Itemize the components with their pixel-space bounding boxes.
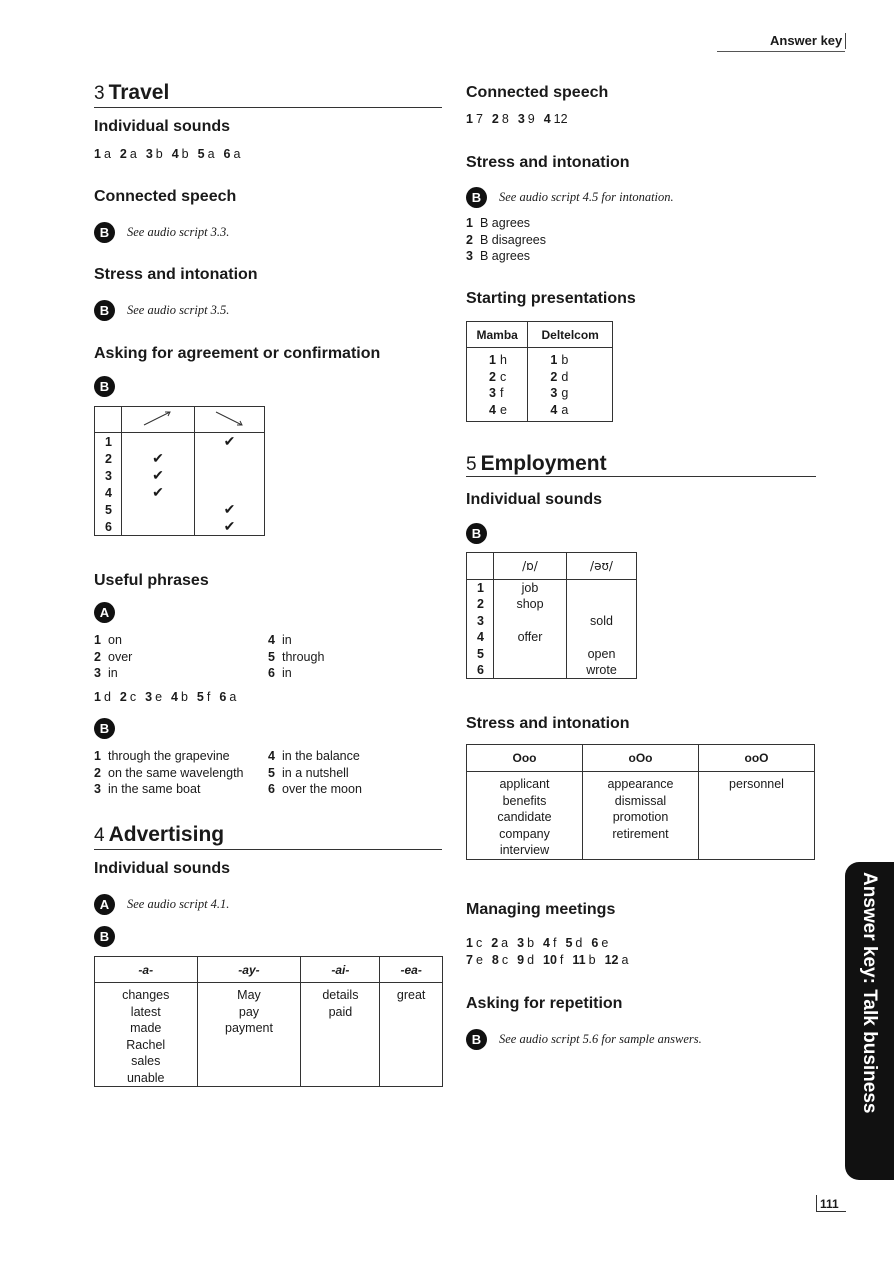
answer-item: 3 b	[145, 147, 163, 161]
exercise-b-badge: B	[466, 523, 487, 544]
stress-pattern-header: ooO	[699, 745, 815, 772]
table-row	[95, 450, 265, 467]
falling-tick-cell	[195, 484, 265, 501]
list-item: 5 through	[268, 649, 325, 664]
row-number: 2	[467, 596, 494, 613]
table-row	[467, 613, 637, 630]
answer-item: 6 a	[223, 147, 241, 161]
answer-item: 4 12	[543, 112, 568, 126]
word-item: details	[322, 988, 359, 1002]
word-item: May	[237, 988, 261, 1002]
falling-arrow-icon	[210, 408, 250, 428]
unit3-rule	[94, 107, 442, 108]
word-item: sales	[131, 1054, 161, 1068]
answer-item: 6 a	[219, 690, 237, 704]
unit3-title: 3 Travel	[94, 81, 170, 104]
table-row	[95, 467, 265, 484]
u5-repetition-note: See audio script 5.6 for sample answers.	[499, 1032, 702, 1046]
column-header: -a-	[95, 957, 198, 983]
answer-item: 8 c	[491, 953, 509, 967]
row-number: 2	[95, 450, 122, 467]
u3-phrases-match-answers	[94, 690, 236, 704]
column-header: -ai-	[301, 957, 380, 983]
rising-tick-cell: ✔	[122, 450, 195, 467]
word-item: unable	[126, 1070, 165, 1085]
word-item: retirement	[612, 826, 669, 841]
exercise-b-badge: B	[466, 1029, 487, 1050]
word-cell: open	[567, 646, 637, 663]
rising-arrow-icon	[138, 408, 178, 428]
word-cell	[494, 613, 567, 630]
word-cell	[494, 646, 567, 663]
answer-item: 2 d	[550, 369, 569, 384]
stress-pattern-header: Ooo	[467, 745, 583, 772]
u5-meetings-heading: Managing meetings	[466, 901, 616, 918]
table-row	[467, 662, 637, 679]
phoneme-header: /ɒ/	[494, 553, 567, 580]
row-number: 3	[95, 467, 122, 484]
word-item: benefits	[502, 793, 547, 808]
answer-item: 5 d	[565, 936, 583, 950]
u3-individual-sounds-answers	[94, 147, 240, 161]
list-item: 1 B agrees	[466, 216, 531, 230]
u3-phrases-list-a-left	[94, 632, 132, 682]
answer-column	[467, 348, 528, 422]
presentations-table	[466, 321, 613, 422]
table-row	[95, 501, 265, 518]
u5-meetings-answers-line1	[466, 936, 608, 950]
falling-tick-cell	[195, 467, 265, 484]
table-row	[467, 596, 637, 613]
u3-connected-speech-heading: Connected speech	[94, 188, 237, 205]
answer-item: 2 c	[489, 369, 507, 384]
answer-item: 6 e	[591, 936, 609, 950]
answer-item: 2 c	[119, 690, 137, 704]
u3-stress-note: See audio script 3.5.	[127, 303, 230, 317]
running-header: Answer key	[770, 33, 843, 48]
row-number: 6	[95, 518, 122, 536]
answer-column	[528, 348, 613, 422]
answer-item: 3 9	[517, 112, 535, 126]
rising-intonation-header	[122, 407, 195, 433]
exercise-b-badge: B	[94, 718, 115, 739]
blank-header-cell	[467, 553, 494, 580]
unit4-rule	[94, 849, 442, 850]
answer-item: 4 e	[489, 402, 507, 417]
exercise-b-badge: B	[466, 187, 487, 208]
word-item: promotion	[612, 810, 669, 824]
answer-item: 2 a	[119, 147, 137, 161]
u3-individual-sounds-heading: Individual sounds	[94, 118, 231, 135]
answer-item: 4 b	[171, 147, 189, 161]
falling-tick-cell: ✔	[195, 433, 265, 451]
rising-tick-cell: ✔	[122, 484, 195, 501]
list-item: 3 B agrees	[466, 249, 531, 263]
falling-intonation-header	[195, 407, 265, 433]
answer-item: 1 h	[489, 353, 507, 367]
word-column	[197, 983, 301, 1087]
answer-item: 12 a	[604, 953, 629, 967]
list-item: 3 in the same boat	[94, 782, 201, 796]
answer-item: 3 g	[550, 386, 569, 400]
word-column	[95, 983, 198, 1087]
answer-item: 1 7	[466, 112, 483, 126]
word-item: changes	[122, 988, 170, 1002]
word-cell	[567, 596, 637, 613]
falling-tick-cell: ✔	[195, 501, 265, 518]
u4-individual-sounds-note: See audio script 4.1.	[127, 897, 230, 911]
vowel-sounds-table	[466, 552, 637, 679]
word-column	[467, 772, 583, 860]
u3-connected-speech-note: See audio script 3.3.	[127, 225, 230, 239]
word-cell	[494, 662, 567, 679]
rising-tick-cell	[122, 518, 195, 536]
u4-connected-speech-answers	[466, 112, 568, 126]
answer-item: 3 b	[517, 936, 535, 950]
word-item: Rachel	[126, 1037, 166, 1052]
row-number: 5	[467, 646, 494, 663]
word-column	[380, 983, 443, 1087]
answer-item: 1 c	[466, 936, 483, 950]
list-item: 4 in	[268, 633, 292, 647]
word-item: made	[130, 1021, 162, 1035]
unit4-title: 4 Advertising	[94, 823, 225, 846]
page-number: 111	[820, 1197, 839, 1211]
word-item: great	[396, 988, 426, 1002]
word-column	[699, 772, 815, 860]
word-item: applicant	[499, 777, 550, 791]
answer-item: 11 b	[572, 953, 596, 967]
stress-pattern-header: oOo	[583, 745, 699, 772]
exercise-a-badge: A	[94, 602, 115, 623]
u5-individual-sounds-heading: Individual sounds	[466, 491, 603, 508]
u5-repetition-heading: Asking for repetition	[466, 995, 623, 1012]
row-number: 5	[95, 501, 122, 518]
u3-phrases-list-a-right	[268, 632, 324, 682]
answer-item: 5 f	[196, 690, 211, 704]
list-item: 1 on	[94, 633, 122, 647]
word-stress-table	[466, 744, 815, 860]
list-item: 2 over	[94, 649, 133, 664]
list-item: 4 in the balance	[268, 749, 360, 763]
header-rule	[717, 51, 845, 52]
u4-individual-sounds-heading: Individual sounds	[94, 860, 231, 877]
answer-item: 7 e	[466, 953, 483, 967]
exercise-b-badge: B	[94, 926, 115, 947]
word-item: interview	[499, 843, 550, 857]
answer-item: 1 a	[94, 147, 111, 161]
header-bar	[845, 33, 846, 49]
answer-item: 4 b	[171, 690, 188, 704]
exercise-b-badge: B	[94, 222, 115, 243]
word-item: paid	[328, 1004, 353, 1019]
row-number: 3	[467, 613, 494, 630]
answer-item: 1 d	[94, 690, 111, 704]
list-item: 5 in a nutshell	[268, 765, 349, 780]
word-item: payment	[225, 1021, 273, 1035]
page-number-rule	[816, 1211, 846, 1212]
rising-tick-cell	[122, 501, 195, 518]
table-row	[467, 646, 637, 663]
answer-item: 10 f	[543, 953, 564, 967]
u5-stress-heading: Stress and intonation	[466, 715, 630, 732]
row-number: 4	[95, 484, 122, 501]
word-column	[301, 983, 380, 1087]
falling-tick-cell: ✔	[195, 518, 265, 536]
list-item: 3 in	[94, 666, 118, 680]
exercise-b-badge: B	[94, 300, 115, 321]
word-column	[583, 772, 699, 860]
table-row	[95, 433, 265, 451]
table-row	[95, 518, 265, 536]
unit5-rule	[466, 476, 816, 477]
list-item: 2 B disagrees	[466, 232, 547, 247]
u4-stress-list	[466, 215, 546, 265]
blank-header-cell	[95, 407, 122, 433]
word-cell: offer	[494, 629, 567, 646]
word-item: company	[499, 826, 550, 841]
falling-tick-cell	[195, 450, 265, 467]
row-number: 1	[467, 580, 494, 597]
side-tab-label: Answer key: Talk business	[859, 872, 880, 1114]
answer-item: 3 f	[489, 386, 504, 400]
answer-item: 2 a	[491, 936, 509, 950]
u3-phrases-list-b-right	[268, 748, 362, 798]
word-item: latest	[130, 1004, 161, 1019]
table-row	[467, 629, 637, 646]
answer-item: 2 8	[491, 112, 509, 126]
word-cell	[567, 629, 637, 646]
row-number: 1	[95, 433, 122, 451]
u3-stress-heading: Stress and intonation	[94, 266, 258, 283]
rising-tick-cell: ✔	[122, 467, 195, 484]
word-cell: shop	[494, 596, 567, 613]
u3-phrases-list-b-left	[94, 748, 244, 798]
u3-useful-phrases-heading: Useful phrases	[94, 572, 209, 589]
intonation-table	[94, 406, 265, 536]
u4-presentations-heading: Starting presentations	[466, 290, 636, 307]
section-side-tab	[845, 862, 894, 1180]
word-cell: sold	[567, 613, 637, 630]
rising-tick-cell	[122, 433, 195, 451]
word-item: appearance	[607, 777, 674, 791]
u4-connected-speech-heading: Connected speech	[466, 84, 609, 101]
column-header: -ay-	[197, 957, 301, 983]
word-item: personnel	[729, 777, 784, 791]
answer-item: 9 d	[517, 953, 535, 967]
u4-stress-heading: Stress and intonation	[466, 154, 630, 171]
word-item: dismissal	[614, 793, 667, 808]
u4-stress-note: See audio script 4.5 for intonation.	[499, 190, 674, 204]
word-cell: job	[494, 580, 567, 597]
u5-meetings-answers-line2	[466, 953, 628, 967]
unit5-title: 5 Employment	[466, 452, 607, 475]
page-number-bar	[816, 1195, 817, 1211]
word-cell: wrote	[567, 662, 637, 679]
table-row	[95, 484, 265, 501]
phoneme-header: /əʊ/	[567, 553, 637, 580]
word-item: pay	[238, 1004, 260, 1019]
spelling-sounds-table	[94, 956, 443, 1087]
column-header: -ea-	[380, 957, 443, 983]
list-item: 6 in	[268, 666, 292, 680]
list-item: 2 on the same wavelength	[94, 765, 244, 780]
row-number: 6	[467, 662, 494, 679]
row-number: 4	[467, 629, 494, 646]
table-row	[467, 580, 637, 597]
exercise-a-badge: A	[94, 894, 115, 915]
answer-item: 3 e	[145, 690, 163, 704]
word-item: candidate	[497, 810, 552, 824]
list-item: 6 over the moon	[268, 782, 362, 796]
column-header: Deltelcom	[528, 322, 613, 348]
answer-item: 4 f	[543, 936, 557, 950]
answer-item: 1 b	[550, 353, 569, 367]
u3-agreement-heading: Asking for agreement or confirmation	[94, 345, 381, 362]
word-cell	[567, 580, 637, 597]
column-header: Mamba	[467, 322, 528, 348]
answer-item: 4 a	[550, 402, 569, 417]
list-item: 1 through the grapevine	[94, 749, 230, 763]
answer-item: 5 a	[197, 147, 215, 161]
exercise-b-badge: B	[94, 376, 115, 397]
